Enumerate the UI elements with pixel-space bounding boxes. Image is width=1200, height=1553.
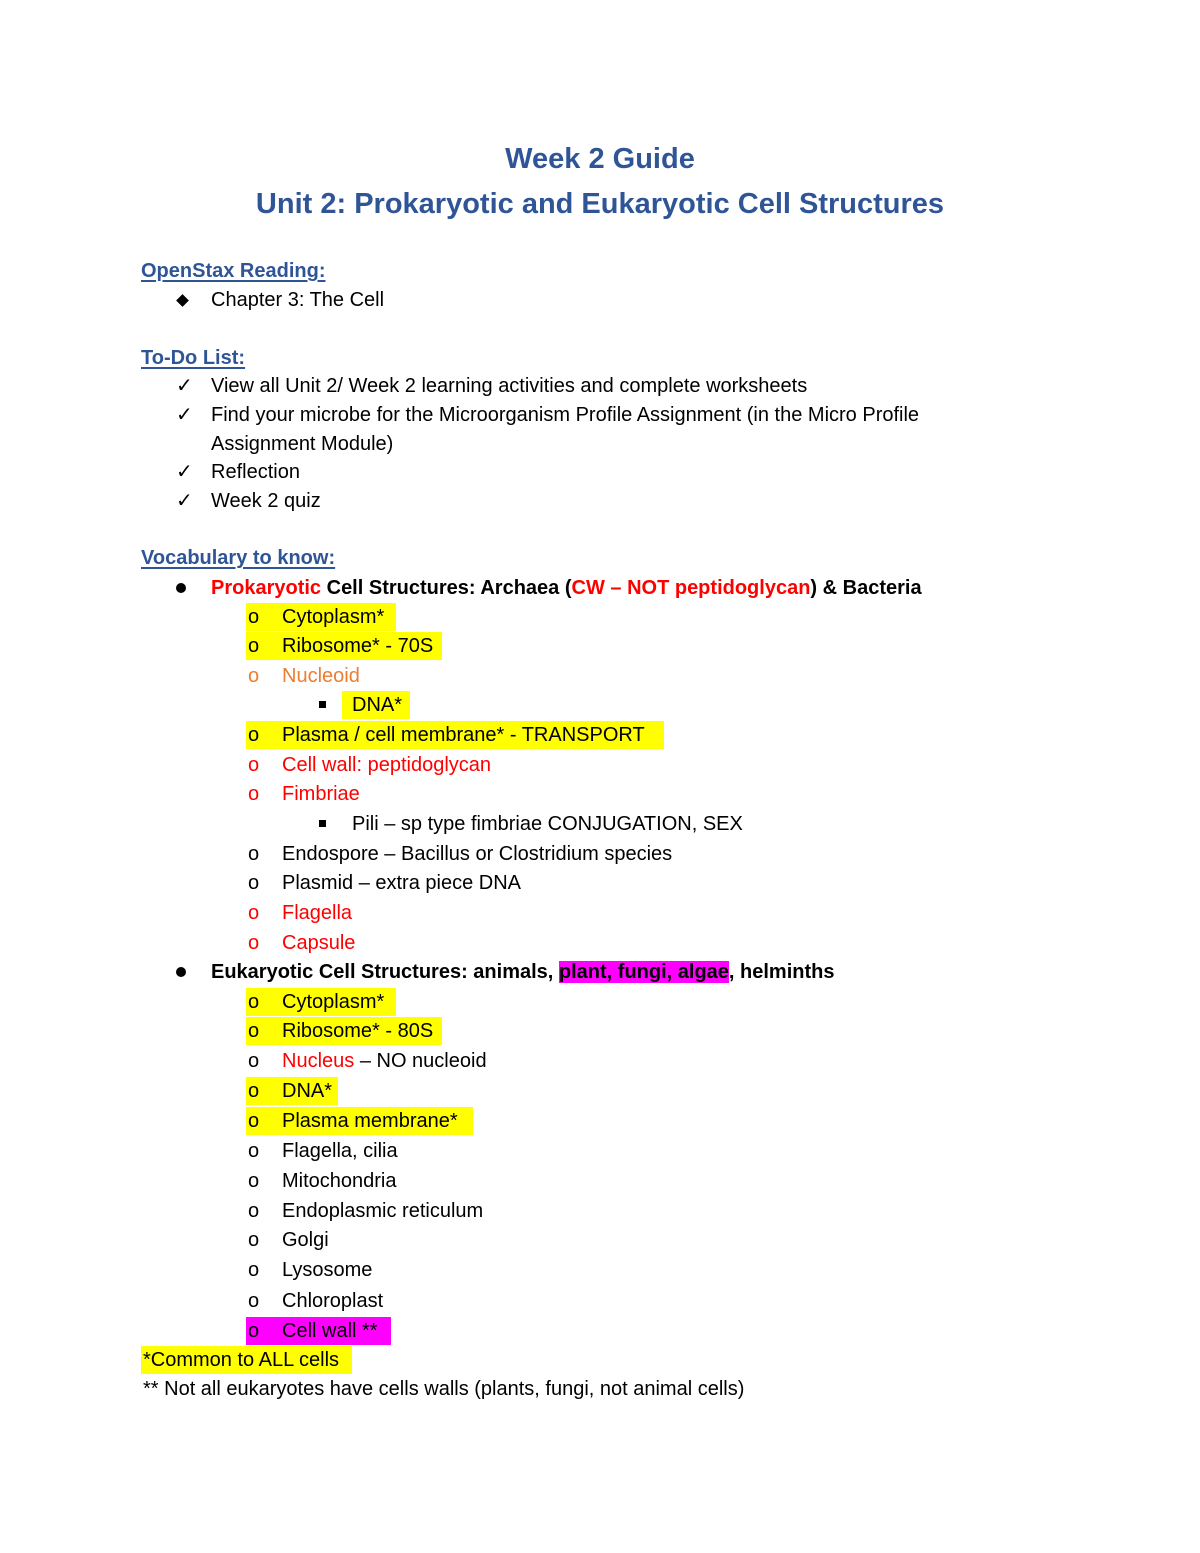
circle-bullet-icon: o [248,724,260,746]
circle-bullet-icon: o [248,1140,260,1162]
eu-nucleus: Nucleus – NO nucleoid [282,1050,487,1072]
circle-bullet-icon: o [248,1200,260,1222]
circle-bullet-icon: o [248,1290,260,1312]
circle-bullet-icon: o [248,754,260,776]
note-walls: ** Not all eukaryotes have cells walls (plants, fungi, not animal cells) [143,1378,745,1400]
eu-flagella: Flagella, cilia [282,1140,398,1162]
bullet-dot-icon [176,967,186,977]
circle-bullet-icon: o [248,783,260,805]
eu-er: Endoplasmic reticulum [282,1200,484,1222]
circle-bullet-icon: o [248,665,260,687]
reading-item: Chapter 3: The Cell [211,289,385,311]
eu-cytoplasm: Cytoplasm* [282,991,385,1013]
eu-ribosome: Ribosome* - 80S [282,1020,434,1042]
eu-dna: DNA* [282,1080,333,1102]
square-bullet-icon [319,820,326,827]
todo-item-continued: Assignment Module) [211,433,394,455]
page-title: Week 2 Guide [505,143,695,175]
eu-chloroplast: Chloroplast [282,1290,384,1312]
pro-nucleoid: Nucleoid [282,665,360,687]
eu-golgi: Golgi [282,1229,329,1251]
todo-item: Week 2 quiz [211,490,321,512]
circle-bullet-icon: o [248,606,260,628]
circle-bullet-icon: o [248,1229,260,1251]
circle-bullet-icon: o [248,932,260,954]
circle-bullet-icon: o [248,1080,260,1102]
reading-heading: OpenStax Reading: [141,260,326,282]
circle-bullet-icon: o [248,635,260,657]
circle-bullet-icon: o [248,991,260,1013]
pro-cellwall: Cell wall: peptidoglycan [282,754,492,776]
square-bullet-icon [319,701,326,708]
vocab-heading: Vocabulary to know: [141,547,336,569]
prokaryotic-heading: Prokaryotic Cell Structures: Archaea (CW – NOT peptidoglycan) & Bacteria [211,577,922,599]
pro-plasmid: Plasmid – extra piece DNA [282,872,521,894]
check-icon: ✓ [176,375,193,397]
bullet-dot-icon [176,583,186,593]
circle-bullet-icon: o [248,1170,260,1192]
pro-membrane: Plasma / cell membrane* - TRANSPORT [282,724,645,746]
check-icon: ✓ [176,461,193,483]
pro-flagella: Flagella [282,902,353,924]
diamond-bullet-icon [176,294,189,307]
eu-cellwall: Cell wall ** [282,1320,378,1342]
todo-item: Find your microbe for the Microorganism Profile Assignment (in the Micro Profile [211,404,920,426]
circle-bullet-icon: o [248,902,260,924]
circle-bullet-icon: o [248,843,260,865]
todo-item: View all Unit 2/ Week 2 learning activities and complete worksheets [211,375,808,397]
pro-cytoplasm: Cytoplasm* [282,606,385,628]
todo-heading: To-Do List: [141,347,246,369]
eu-lysosome: Lysosome [282,1259,373,1281]
pro-dna: DNA* [352,694,403,716]
check-icon: ✓ [176,490,193,512]
note-common: *Common to ALL cells [143,1349,340,1371]
circle-bullet-icon: o [248,872,260,894]
todo-item: Reflection [211,461,300,483]
eukaryotic-heading: Eukaryotic Cell Structures: animals, plant, fungi, algae, helminths [211,961,835,983]
eu-membrane: Plasma membrane* [282,1110,458,1132]
pro-pili: Pili – sp type fimbriae CONJUGATION, SEX [352,813,743,835]
page-subtitle: Unit 2: Prokaryotic and Eukaryotic Cell Structures [255,188,945,220]
check-icon: ✓ [176,404,193,426]
pro-endospore: Endospore – Bacillus or Clostridium species [282,843,673,865]
circle-bullet-icon: o [248,1050,260,1072]
circle-bullet-icon: o [248,1110,260,1132]
circle-bullet-icon: o [248,1320,260,1342]
eu-mitochondria: Mitochondria [282,1170,397,1192]
pro-fimbriae: Fimbriae [282,783,360,805]
pro-capsule: Capsule [282,932,356,954]
circle-bullet-icon: o [248,1020,260,1042]
circle-bullet-icon: o [248,1259,260,1281]
pro-ribosome: Ribosome* - 70S [282,635,434,657]
